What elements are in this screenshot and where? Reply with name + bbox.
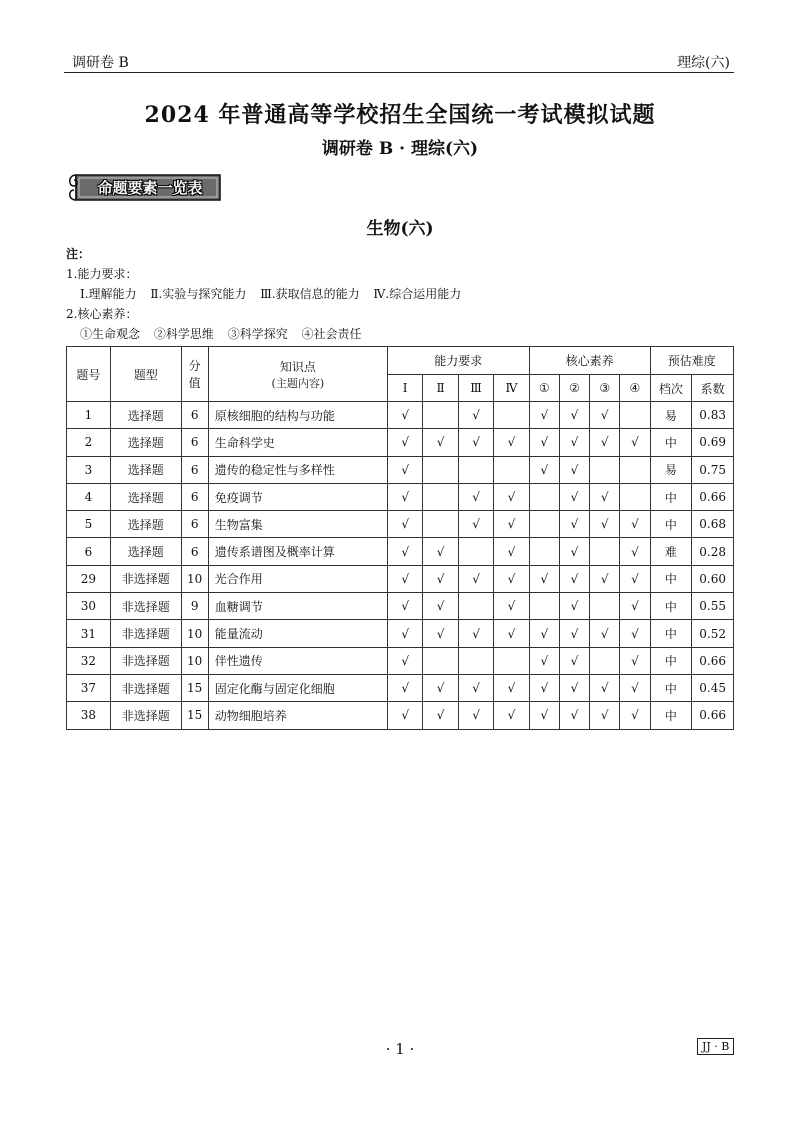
cell-level: 易 (650, 456, 692, 483)
cell-core-2: √ (559, 483, 589, 510)
cell-knowledge: 免疫调节 (208, 483, 387, 510)
cell-ability-1: √ (387, 429, 422, 456)
cell-ability-4: √ (494, 483, 529, 510)
cell-ability-2: √ (423, 674, 458, 701)
cell-ability-4: √ (494, 702, 529, 729)
cell-ability-1: √ (387, 565, 422, 592)
cell-coef: 0.75 (692, 456, 734, 483)
cell-num: 29 (67, 565, 111, 592)
cell-core-1 (529, 593, 559, 620)
table-row (67, 565, 734, 592)
cell-type: 非选择题 (110, 620, 181, 647)
page-subtitle: 调研卷 B · 理综(六) (321, 139, 479, 159)
cell-ability-2: √ (423, 593, 458, 620)
cell-coef: 0.66 (692, 483, 734, 510)
cell-num: 3 (67, 456, 111, 483)
cell-knowledge: 动物细胞培养 (208, 702, 387, 729)
cell-core-2: √ (559, 429, 589, 456)
cell-core-2: √ (559, 402, 589, 429)
table-row (67, 483, 734, 510)
cell-core-4: √ (620, 593, 650, 620)
cell-knowledge: 固定化酶与固定化细胞 (208, 674, 387, 701)
cell-core-3: √ (590, 402, 620, 429)
cell-num: 37 (67, 674, 111, 701)
cell-level: 中 (650, 674, 692, 701)
cell-core-3: √ (590, 674, 620, 701)
table-row (67, 702, 734, 729)
cell-core-3 (590, 647, 620, 674)
cell-core-1 (529, 538, 559, 565)
cell-coef: 0.66 (692, 647, 734, 674)
header-score-line2: 值 (188, 376, 201, 390)
cell-level: 中 (650, 565, 692, 592)
cell-score: 6 (181, 483, 208, 510)
header-core-4: ④ (620, 375, 650, 402)
cell-ability-2: √ (423, 429, 458, 456)
cell-ability-1: √ (387, 483, 422, 510)
cell-core-3: √ (590, 565, 620, 592)
elements-table (66, 346, 734, 730)
cell-ability-4: √ (494, 620, 529, 647)
notes-item-1: 1.能力要求： (66, 267, 138, 281)
cell-type: 非选择题 (110, 702, 181, 729)
cell-num: 30 (67, 593, 111, 620)
cell-ability-4 (494, 647, 529, 674)
cell-score: 15 (181, 702, 208, 729)
cell-ability-3: √ (458, 620, 493, 647)
table-row (67, 402, 734, 429)
cell-core-3: √ (590, 702, 620, 729)
notes-item-2: 2.核心素养： (66, 307, 138, 321)
cell-ability-4 (494, 402, 529, 429)
literacy-1: ①生命观念 (80, 327, 141, 341)
cell-ability-2 (423, 483, 458, 510)
cell-ability-4: √ (494, 429, 529, 456)
cell-ability-3 (458, 456, 493, 483)
cell-score: 6 (181, 429, 208, 456)
cell-coef: 0.55 (692, 593, 734, 620)
cell-knowledge: 血糖调节 (208, 593, 387, 620)
header-core-1: ① (529, 375, 559, 402)
cell-score: 6 (181, 511, 208, 538)
cell-knowledge: 原核细胞的结构与功能 (208, 402, 387, 429)
cell-ability-4 (494, 456, 529, 483)
cell-core-2: √ (559, 593, 589, 620)
cell-coef: 0.68 (692, 511, 734, 538)
header-knowledge-main: 知识点 (279, 359, 316, 374)
cell-coef: 0.66 (692, 702, 734, 729)
cell-core-3 (590, 593, 620, 620)
cell-score: 9 (181, 593, 208, 620)
cell-level: 中 (650, 620, 692, 647)
cell-core-4: √ (620, 565, 650, 592)
cell-core-4 (620, 402, 650, 429)
cell-type: 非选择题 (110, 565, 181, 592)
cell-core-4: √ (620, 620, 650, 647)
cell-core-1: √ (529, 647, 559, 674)
cell-knowledge: 遗传系谱图及概率计算 (208, 538, 387, 565)
cell-level: 难 (650, 538, 692, 565)
header-ability: 能力要求 (387, 347, 529, 375)
header-ability-1: Ⅰ (387, 375, 422, 402)
cell-type: 选择题 (110, 402, 181, 429)
cell-core-4 (620, 456, 650, 483)
cell-ability-2 (423, 511, 458, 538)
cell-core-4: √ (620, 702, 650, 729)
cell-level: 易 (650, 402, 692, 429)
cell-num: 32 (67, 647, 111, 674)
ability-3: Ⅲ.获取信息的能力 (260, 287, 360, 301)
cell-num: 31 (67, 620, 111, 647)
cell-score: 6 (181, 402, 208, 429)
cell-score: 10 (181, 565, 208, 592)
cell-ability-1: √ (387, 593, 422, 620)
cell-coef: 0.83 (692, 402, 734, 429)
table-row (67, 456, 734, 483)
cell-ability-3 (458, 538, 493, 565)
cell-num: 4 (67, 483, 111, 510)
table-row (67, 674, 734, 701)
cell-level: 中 (650, 511, 692, 538)
cell-ability-4: √ (494, 674, 529, 701)
cell-level: 中 (650, 702, 692, 729)
header-type: 题型 (110, 347, 181, 402)
cell-core-3: √ (590, 429, 620, 456)
cell-ability-1: √ (387, 402, 422, 429)
cell-core-4: √ (620, 647, 650, 674)
cell-knowledge: 生命科学史 (208, 429, 387, 456)
cell-level: 中 (650, 429, 692, 456)
cell-knowledge: 能量流动 (208, 620, 387, 647)
cell-core-4: √ (620, 538, 650, 565)
cell-core-1 (529, 511, 559, 538)
header-right: 理综(六) (677, 55, 730, 71)
header-difficulty: 预估难度 (650, 347, 733, 375)
header-knowledge (208, 347, 387, 402)
cell-ability-1: √ (387, 702, 422, 729)
header-ability-2: Ⅱ (423, 375, 458, 402)
cell-knowledge: 遗传的稳定性与多样性 (208, 456, 387, 483)
cell-ability-1: √ (387, 674, 422, 701)
literacy-2: ②科学思维 (153, 327, 214, 341)
cell-type: 选择题 (110, 483, 181, 510)
cell-ability-4: √ (494, 538, 529, 565)
table-row (67, 620, 734, 647)
cell-core-2: √ (559, 511, 589, 538)
cell-core-4: √ (620, 674, 650, 701)
cell-ability-3: √ (458, 511, 493, 538)
cell-coef: 0.28 (692, 538, 734, 565)
section-banner (66, 172, 222, 202)
cell-core-1: √ (529, 429, 559, 456)
table-row (67, 538, 734, 565)
header-score (181, 347, 208, 402)
cell-num: 5 (67, 511, 111, 538)
cell-score: 6 (181, 538, 208, 565)
cell-ability-2: √ (423, 620, 458, 647)
cell-type: 非选择题 (110, 593, 181, 620)
header-left: 调研卷 B (72, 55, 129, 71)
cell-coef: 0.45 (692, 674, 734, 701)
cell-core-3: √ (590, 620, 620, 647)
cell-ability-2: √ (423, 702, 458, 729)
cell-core-4: √ (620, 429, 650, 456)
table-row (67, 429, 734, 456)
cell-coef: 0.52 (692, 620, 734, 647)
ability-4: Ⅳ.综合运用能力 (373, 287, 462, 301)
cell-ability-4: √ (494, 511, 529, 538)
cell-core-2: √ (559, 647, 589, 674)
cell-score: 6 (181, 456, 208, 483)
cell-score: 15 (181, 674, 208, 701)
cell-knowledge: 生物富集 (208, 511, 387, 538)
header-ability-4: Ⅳ (494, 375, 529, 402)
literacy-3: ③科学探究 (227, 327, 288, 341)
notes (66, 244, 471, 344)
cell-level: 中 (650, 593, 692, 620)
header-core: 核心素养 (529, 347, 650, 375)
cell-core-2: √ (559, 456, 589, 483)
cell-core-1: √ (529, 456, 559, 483)
page-number: · 1 · (385, 1040, 415, 1058)
cell-ability-3: √ (458, 674, 493, 701)
cell-ability-2: √ (423, 565, 458, 592)
cell-ability-4: √ (494, 593, 529, 620)
cell-core-2: √ (559, 565, 589, 592)
table-row (67, 647, 734, 674)
cell-core-3 (590, 456, 620, 483)
cell-ability-1: √ (387, 511, 422, 538)
cell-ability-3: √ (458, 702, 493, 729)
cell-ability-1: √ (387, 647, 422, 674)
table-row (67, 511, 734, 538)
cell-type: 选择题 (110, 538, 181, 565)
cell-num: 38 (67, 702, 111, 729)
ability-list (66, 284, 471, 304)
header-num: 题号 (67, 347, 111, 402)
cell-core-2: √ (559, 674, 589, 701)
cell-core-1: √ (529, 620, 559, 647)
cell-ability-3 (458, 593, 493, 620)
cell-ability-3: √ (458, 565, 493, 592)
literacy-4: ④社会责任 (301, 327, 362, 341)
cell-ability-2 (423, 647, 458, 674)
cell-ability-4: √ (494, 565, 529, 592)
cell-core-1: √ (529, 402, 559, 429)
cell-ability-2 (423, 456, 458, 483)
cell-type: 选择题 (110, 429, 181, 456)
cell-level: 中 (650, 647, 692, 674)
cell-core-1: √ (529, 674, 559, 701)
cell-num: 6 (67, 538, 111, 565)
cell-core-2: √ (559, 538, 589, 565)
header-score-line1: 分 (188, 359, 201, 373)
cell-ability-3 (458, 647, 493, 674)
cell-knowledge: 光合作用 (208, 565, 387, 592)
cell-level: 中 (650, 483, 692, 510)
cell-ability-1: √ (387, 456, 422, 483)
ability-2: Ⅱ.实验与探究能力 (150, 287, 247, 301)
cell-num: 1 (67, 402, 111, 429)
cell-coef: 0.60 (692, 565, 734, 592)
cell-core-1 (529, 483, 559, 510)
header-core-3: ③ (590, 375, 620, 402)
header-ability-3: Ⅲ (458, 375, 493, 402)
notes-label: 注： (66, 247, 91, 261)
cell-type: 非选择题 (110, 674, 181, 701)
cell-type: 非选择题 (110, 647, 181, 674)
cell-core-3 (590, 538, 620, 565)
header-core-2: ② (559, 375, 589, 402)
cell-num: 2 (67, 429, 111, 456)
header-knowledge-sub: (主题内容) (271, 376, 325, 390)
cell-ability-1: √ (387, 538, 422, 565)
cell-ability-2 (423, 402, 458, 429)
cell-ability-3: √ (458, 483, 493, 510)
footer-code: JJ · B (697, 1038, 734, 1055)
page-header (64, 50, 734, 73)
cell-score: 10 (181, 620, 208, 647)
cell-score: 10 (181, 647, 208, 674)
banner-label: 命题要素一览表 (97, 179, 203, 197)
cell-type: 选择题 (110, 511, 181, 538)
section-title: 生物(六) (366, 219, 434, 239)
cell-ability-3: √ (458, 429, 493, 456)
cell-ability-3: √ (458, 402, 493, 429)
cell-core-4 (620, 483, 650, 510)
literacy-list (66, 324, 471, 344)
header-coef: 系数 (692, 375, 734, 402)
header-level: 档次 (650, 375, 692, 402)
cell-core-4: √ (620, 511, 650, 538)
cell-type: 选择题 (110, 456, 181, 483)
table-row (67, 593, 734, 620)
cell-ability-2: √ (423, 538, 458, 565)
cell-knowledge: 伴性遗传 (208, 647, 387, 674)
cell-ability-1: √ (387, 620, 422, 647)
cell-core-3: √ (590, 483, 620, 510)
cell-core-2: √ (559, 702, 589, 729)
cell-core-3: √ (590, 511, 620, 538)
cell-core-1: √ (529, 565, 559, 592)
cell-core-1: √ (529, 702, 559, 729)
cell-coef: 0.69 (692, 429, 734, 456)
page-title: 2024 年普通高等学校招生全国统一考试模拟试题 (144, 102, 656, 128)
ability-1: Ⅰ.理解能力 (80, 287, 137, 301)
cell-core-2: √ (559, 620, 589, 647)
